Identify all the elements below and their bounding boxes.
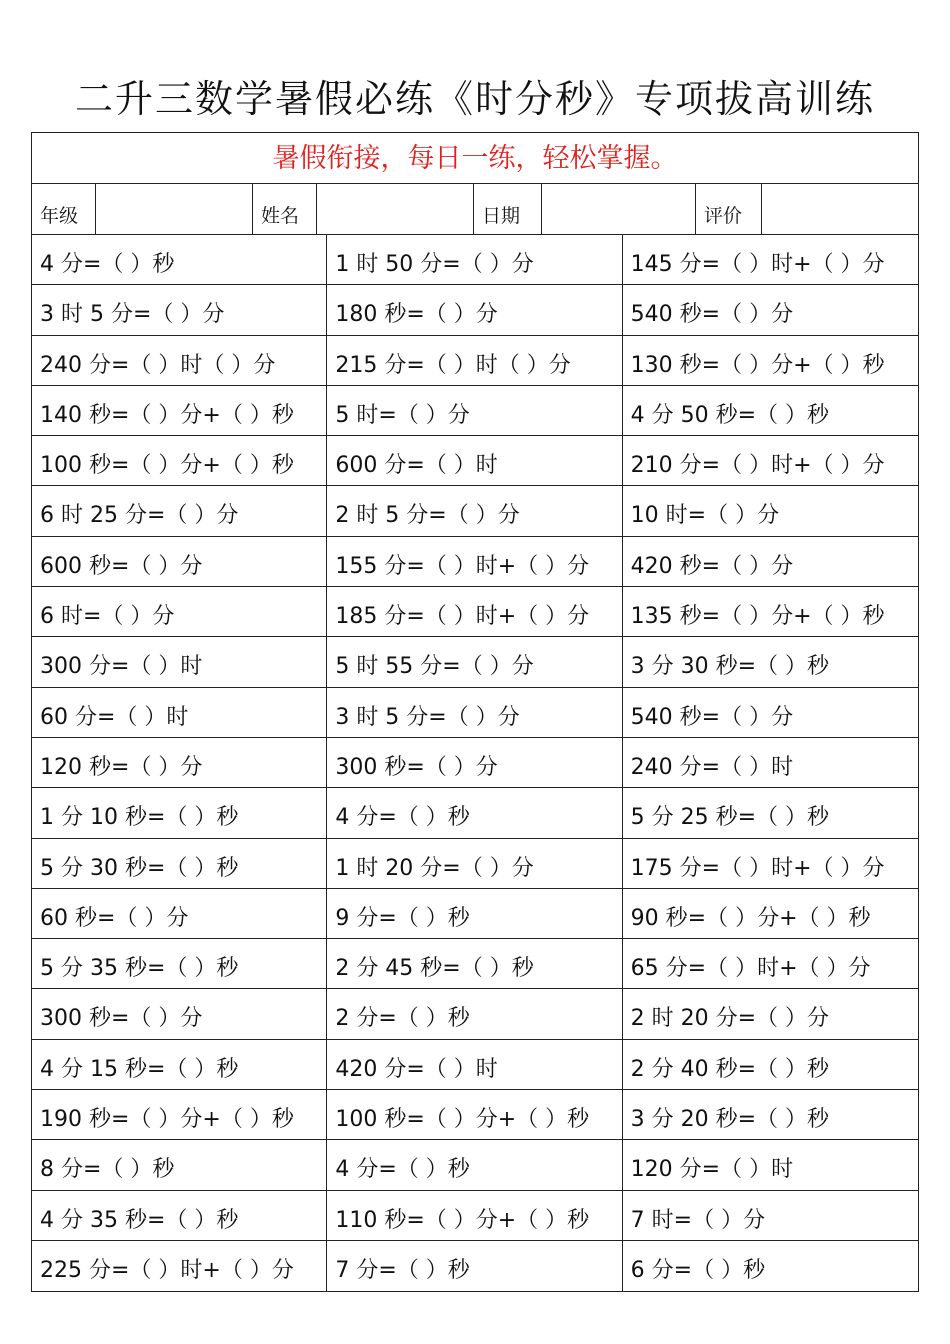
exercise-cell[interactable]: 600 秒=（ ）分 — [32, 537, 327, 586]
exercise-cell[interactable]: 2 分=（ ）秒 — [327, 989, 622, 1038]
table-row — [32, 1191, 918, 1241]
exercise-cell[interactable]: 2 分 40 秒=（ ）秒 — [630, 1056, 830, 1082]
worksheet-table — [31, 132, 919, 1292]
table-row — [32, 486, 918, 536]
exercise-cell[interactable]: 60 秒=（ ）分 — [32, 889, 327, 938]
exercise-cell[interactable]: 9 分=（ ）秒 — [327, 889, 622, 938]
student-info-row — [32, 184, 918, 235]
name-field[interactable] — [317, 184, 474, 234]
grade-field[interactable] — [96, 184, 253, 234]
exercise-cell[interactable]: 120 分=（ ）时 — [630, 1157, 794, 1183]
table-row — [32, 587, 918, 637]
table-row — [32, 637, 918, 687]
table-row — [32, 788, 918, 838]
exercise-cell[interactable]: 4 分 15 秒=（ ）秒 — [32, 1040, 327, 1089]
table-row — [32, 386, 918, 436]
exercise-cell[interactable]: 100 秒=（ ）分+（ ）秒 — [327, 1090, 622, 1139]
table-row — [32, 688, 918, 738]
date-field[interactable] — [542, 184, 696, 234]
exercise-cell[interactable]: 2 分 45 秒=（ ）秒 — [327, 939, 622, 988]
worksheet-subtitle: 暑假衔接，每日一练，轻松掌握。 — [32, 133, 918, 184]
exercise-rows — [32, 235, 918, 1291]
exercise-cell[interactable]: 3 分 20 秒=（ ）秒 — [630, 1107, 830, 1133]
exercise-cell[interactable]: 3 分 30 秒=（ ）秒 — [630, 654, 830, 680]
exercise-cell[interactable]: 110 秒=（ ）分+（ ）秒 — [327, 1191, 622, 1240]
exercise-cell[interactable]: 210 分=（ ）时+（ ）分 — [630, 453, 885, 479]
exercise-cell[interactable]: 185 分=（ ）时+（ ）分 — [327, 587, 622, 636]
exercise-cell[interactable]: 3 时 5 分=（ ）分 — [327, 688, 622, 737]
exercise-cell[interactable]: 130 秒=（ ）分+（ ）秒 — [630, 352, 885, 378]
exercise-cell[interactable]: 540 秒=（ ）分 — [630, 302, 794, 328]
exercise-cell[interactable]: 300 分=（ ）时 — [32, 637, 327, 686]
exercise-cell[interactable]: 5 分 35 秒=（ ）秒 — [32, 939, 327, 988]
exercise-cell[interactable]: 90 秒=（ ）分+（ ）秒 — [630, 905, 871, 931]
exercise-cell[interactable]: 600 分=（ ）时 — [327, 436, 622, 485]
exercise-cell[interactable]: 3 时 5 分=（ ）分 — [32, 285, 327, 334]
exercise-cell[interactable]: 5 分 25 秒=（ ）秒 — [630, 805, 830, 831]
table-row — [32, 1241, 918, 1291]
exercise-cell[interactable]: 240 分=（ ）时 — [630, 754, 794, 780]
name-label: 姓名 — [253, 184, 317, 234]
exercise-cell[interactable]: 6 时 25 分=（ ）分 — [32, 486, 327, 535]
exercise-cell[interactable]: 8 分=（ ）秒 — [32, 1140, 327, 1189]
exercise-cell[interactable]: 4 分=（ ）秒 — [327, 1140, 622, 1189]
exercise-cell[interactable]: 6 时=（ ）分 — [32, 587, 327, 636]
table-row — [32, 235, 918, 285]
exercise-cell[interactable]: 100 秒=（ ）分+（ ）秒 — [32, 436, 327, 485]
table-row — [32, 1090, 918, 1140]
table-row — [32, 989, 918, 1039]
exercise-cell[interactable]: 2 时 5 分=（ ）分 — [327, 486, 622, 535]
table-row — [32, 537, 918, 587]
exercise-cell[interactable]: 145 分=（ ）时+（ ）分 — [630, 252, 885, 277]
exercise-cell[interactable]: 4 分=（ ）秒 — [32, 235, 327, 284]
exercise-cell[interactable]: 420 秒=（ ）分 — [630, 553, 794, 579]
table-row — [32, 285, 918, 335]
exercise-cell[interactable]: 60 分=（ ）时 — [32, 688, 327, 737]
exercise-cell[interactable]: 5 时=（ ）分 — [327, 386, 622, 435]
table-row — [32, 1140, 918, 1190]
exercise-cell[interactable]: 1 时 50 分=（ ）分 — [327, 235, 622, 284]
table-row — [32, 436, 918, 486]
exercise-cell[interactable]: 7 时=（ ）分 — [630, 1207, 766, 1233]
exercise-cell[interactable]: 180 秒=（ ）分 — [327, 285, 622, 334]
exercise-cell[interactable]: 215 分=（ ）时（ ）分 — [327, 336, 622, 385]
exercise-cell[interactable]: 5 时 55 分=（ ）分 — [327, 637, 622, 686]
exercise-cell[interactable]: 65 分=（ ）时+（ ）分 — [630, 956, 871, 982]
grade-label: 年级 — [32, 184, 96, 234]
exercise-cell[interactable]: 175 分=（ ）时+（ ）分 — [630, 855, 885, 881]
exercise-cell[interactable]: 5 分 30 秒=（ ）秒 — [32, 839, 327, 888]
table-row — [32, 889, 918, 939]
exercise-cell[interactable]: 7 分=（ ）秒 — [327, 1241, 622, 1291]
exercise-cell[interactable]: 155 分=（ ）时+（ ）分 — [327, 537, 622, 586]
table-row — [32, 839, 918, 889]
exercise-cell[interactable]: 190 秒=（ ）分+（ ）秒 — [32, 1090, 327, 1139]
exercise-cell[interactable]: 225 分=（ ）时+（ ）分 — [32, 1241, 327, 1291]
exercise-cell[interactable]: 300 秒=（ ）分 — [32, 989, 327, 1038]
exercise-cell[interactable]: 300 秒=（ ）分 — [327, 738, 622, 787]
rating-field[interactable] — [762, 184, 918, 234]
table-row — [32, 939, 918, 989]
exercise-cell[interactable]: 4 分 35 秒=（ ）秒 — [32, 1191, 327, 1240]
exercise-cell[interactable]: 10 时=（ ）分 — [630, 503, 780, 529]
exercise-cell[interactable]: 135 秒=（ ）分+（ ）秒 — [630, 604, 885, 630]
exercise-cell[interactable]: 140 秒=（ ）分+（ ）秒 — [32, 386, 327, 435]
exercise-cell[interactable]: 420 分=（ ）时 — [327, 1040, 622, 1089]
exercise-cell[interactable]: 2 时 20 分=（ ）分 — [630, 1006, 830, 1032]
table-row — [32, 336, 918, 386]
exercise-cell[interactable]: 6 分=（ ）秒 — [630, 1257, 766, 1283]
exercise-cell[interactable]: 240 分=（ ）时（ ）分 — [32, 336, 327, 385]
rating-label: 评价 — [696, 184, 762, 234]
exercise-cell[interactable]: 1 分 10 秒=（ ）秒 — [32, 788, 327, 837]
exercise-cell[interactable]: 120 秒=（ ）分 — [32, 738, 327, 787]
date-label: 日期 — [474, 184, 542, 234]
table-row — [32, 1040, 918, 1090]
exercise-cell[interactable]: 4 分 50 秒=（ ）秒 — [630, 402, 830, 428]
table-row — [32, 738, 918, 788]
page-title: 二升三数学暑假必练《时分秒》专项拔高训练 — [74, 77, 875, 121]
exercise-cell[interactable]: 540 秒=（ ）分 — [630, 704, 794, 730]
exercise-cell[interactable]: 1 时 20 分=（ ）分 — [327, 839, 622, 888]
exercise-cell[interactable]: 4 分=（ ）秒 — [327, 788, 622, 837]
